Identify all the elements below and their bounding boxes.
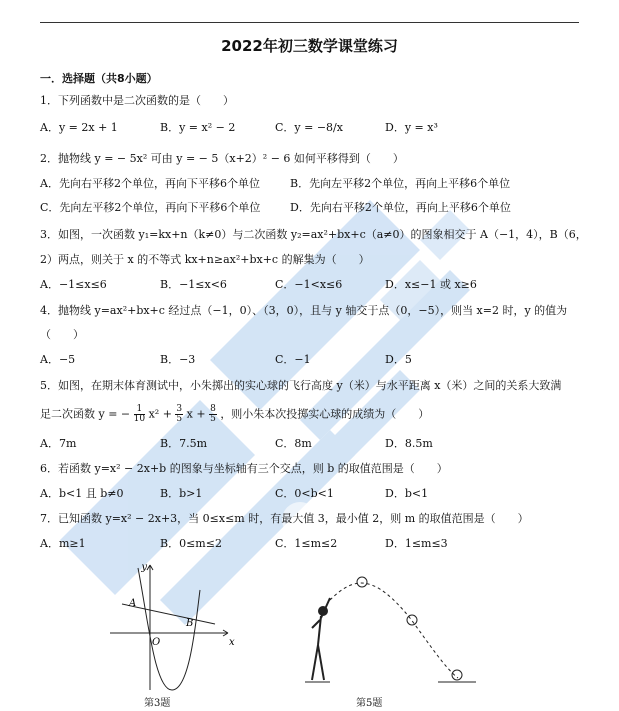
q3-option-b: B．−1≤x<6 <box>160 278 227 291</box>
fig3-caption: 第3题 <box>144 698 171 709</box>
q3-option-a: A．−1≤x≤6 <box>40 278 107 291</box>
q7-option-d: D．1≤m≤3 <box>385 537 448 550</box>
q1-option-d: D．y = x³ <box>385 121 438 134</box>
q5-text-c: x + <box>186 407 206 421</box>
q2-option-a: A．先向右平移2个单位，再向下平移6个单位 <box>40 177 260 190</box>
q5-option-c: C．8m <box>275 437 312 450</box>
q5-text-a: 足二次函数 y = − <box>40 407 131 421</box>
q7-option-c: C．1≤m≤2 <box>275 537 338 550</box>
question-2-stem: 2．抛物线 y = − 5x² 可由 y = − 5（x+2）² − 6 如何平移得到（ ） <box>40 152 404 165</box>
fig5-thrower <box>312 598 330 680</box>
q5-f1-numerator: 1 <box>134 405 145 415</box>
q4-option-d: D．5 <box>385 353 412 366</box>
q2-option-c: C．先向左平移2个单位，再向下平移6个单位 <box>40 201 261 214</box>
q7-option-a: A．m≥1 <box>40 537 86 550</box>
q6-option-c: C．0<b<1 <box>275 487 334 500</box>
thrower-arm-back <box>312 620 320 628</box>
thrower-leg-left <box>312 645 318 680</box>
q7-option-b: B．0≤m≤2 <box>160 537 222 550</box>
q1-option-a: A．y = 2x + 1 <box>40 121 118 134</box>
q5-option-a: A．7m <box>40 437 77 450</box>
q5-f1-denominator: 10 <box>133 414 146 424</box>
fig3-label-a: A <box>129 598 137 609</box>
question-6-stem: 6．若函数 y=x² − 2x+b 的图象与坐标轴有三个交点，则 b 的取值范围是（ ） <box>40 462 448 475</box>
question-7-stem: 7．已知函数 y=x² − 2x+3，当 0≤x≤m 时，有最大值 3，最小值 2，则 m 的取值范围是（ ） <box>40 512 529 525</box>
q5-f3-numerator: 8 <box>210 404 216 414</box>
fig3-parabola <box>138 568 200 690</box>
q5-f2-denominator: 5 <box>176 414 183 424</box>
thrower-leg-right <box>318 645 324 680</box>
fig3-label-b: B <box>186 618 194 629</box>
q2-option-b: B．先向左平移2个单位，再向上平移6个单位 <box>290 177 511 190</box>
fig3-label-y: y <box>141 562 147 573</box>
q4-option-a: A．−5 <box>40 353 76 366</box>
q5-text-d: ，则小朱本次投掷实心球的成绩为（ ） <box>220 407 430 421</box>
question-4-stem-line2: （ ） <box>40 328 84 341</box>
q1-option-c: C．y = −8/x <box>275 121 343 134</box>
question-1-stem: 1．下列函数中是二次函数的是（ ） <box>40 94 234 107</box>
fig3-label-x: x <box>229 637 235 648</box>
q5-f2-numerator: 3 <box>176 404 183 414</box>
q1-option-b: B．y = x² − 2 <box>160 121 236 134</box>
fig5-ball-1 <box>357 577 367 587</box>
fig5-caption: 第5题 <box>356 698 383 709</box>
q5-option-b: B．7.5m <box>160 437 208 450</box>
question-3-stem-line1: 3．如图，一次函数 y₁=kx+n（k≠0）与二次函数 y₂=ax²+bx+c（a≠0）的图象相交于 A（−1，4），B（6， <box>40 228 587 241</box>
q5-text-b: x² + <box>148 407 172 421</box>
q2-option-d: D．先向右平移2个单位，再向上平移6个单位 <box>290 201 511 214</box>
fig5-ball-2 <box>407 615 417 625</box>
fig5-ball-landed <box>452 670 462 680</box>
question-5-stem-line1: 5．如图，在期末体育测试中，小朱掷出的实心球的飞行高度 y（米）与水平距离 x（米）之间的关系大致满 <box>40 379 562 392</box>
figure-3 <box>110 565 228 690</box>
q5-f3-denominator: 5 <box>210 414 216 424</box>
question-4-stem-line1: 4．抛物线 y=ax²+bx+c 经过点（−1，0）、（3，0），且与 y 轴交于点（0，−5），则当 x=2 时，y 的值为 <box>40 304 568 317</box>
q4-option-b: B．−3 <box>160 353 196 366</box>
q6-option-a: A．b<1 且 b≠0 <box>40 487 124 500</box>
section-heading: 一．选择题（共8小题） <box>40 72 158 85</box>
q6-option-b: B．b>1 <box>160 487 203 500</box>
q3-option-d: D．x≤−1 或 x≥6 <box>385 278 477 291</box>
q3-option-c: C．−1<x≤6 <box>275 278 343 291</box>
q6-option-d: D．b<1 <box>385 487 429 500</box>
fig3-label-o: O <box>152 637 161 648</box>
question-3-stem-line2: 2）两点，则关于 x 的不等式 kx+n≥ax²+bx+c 的解集为（ ） <box>40 253 370 266</box>
page-title: 2022年初三数学课堂练习 <box>221 37 398 55</box>
q5-option-d: D．8.5m <box>385 437 433 450</box>
figure-5 <box>305 577 476 682</box>
q4-option-c: C．−1 <box>275 353 311 366</box>
fig5-trajectory <box>330 583 458 678</box>
